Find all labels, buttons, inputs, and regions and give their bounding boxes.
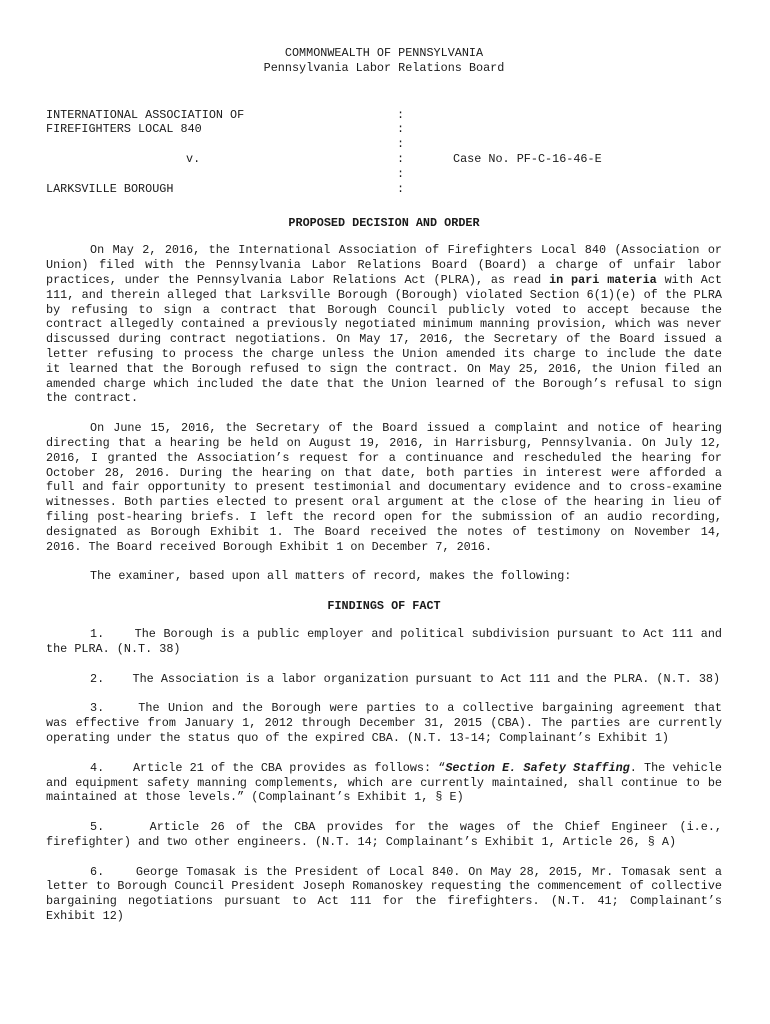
case-caption (46, 108, 722, 204)
document-title: PROPOSED DECISION AND ORDER (288, 215, 480, 230)
finding-4: 4. Article 21 of the CBA provides as follows: “Section E. Safety Staffing. The vehicle and equipment safety manning complements, which are currently maintained, shall continue to be maintained at those levels.” (Complainant’s Exhibit 1, § E) (46, 760, 722, 805)
header-commonwealth: COMMONWEALTH OF PENNSYLVANIA (284, 46, 484, 60)
finding-6: 6. George Tomasak is the President of Local 840. On May 28, 2015, Mr. Tomasak sent a letter to Borough Council President Joseph Romanoskey requesting the commencement of collective bargaining negotiations pursuant to Act 111 for the firefighters. (N.T. 41; Complainant’s Exhibit 12) (46, 864, 722, 924)
complainant-line-2: FIREFIGHTERS LOCAL 840 (46, 122, 202, 137)
finding-5: 5. Article 26 of the CBA provides for the wages of the Chief Engineer (i.e., firefighter) and two other engineers. (N.T. 14; Complainant’s Exhibit 1, Article 26, § A) (46, 820, 722, 849)
paragraph-procedural-2: On June 15, 2016, the Secretary of the Board issued a complaint and notice of hearing directing that a hearing be held on August 19, 2016, in Harrisburg, Pennsylvania. On July 12, 2016, I granted the Association’s request for a continuance and rescheduled the hearing for October 28, 2016. During the hearing on that date, both parties in interest were afforded a full and fair opportunity to present testimonial and documentary evidence and to cross-examine witnesses. Both parties elected to present oral argument at the close of the hearing in lieu of filing post-hearing briefs. I left the record open for the submission of an audio recording, designated as Borough Exhibit 1. The Board received the notes of testimony on November 14, 2016. The Board received Borough Exhibit 1 on December 7, 2016. (46, 421, 722, 554)
complainant-line-1: INTERNATIONAL ASSOCIATION OF (46, 107, 245, 122)
section-e-title: Section E. Safety Staffing (445, 760, 630, 775)
versus: v. (186, 151, 201, 166)
agency-header (46, 46, 722, 76)
finding-2: 2. The Association is a labor organization pursuant to Act 111 and the PLRA. (N.T. 38) (90, 671, 721, 686)
findings-heading: FINDINGS OF FACT (327, 599, 441, 614)
header-board: Pennsylvania Labor Relations Board (263, 60, 505, 75)
case-number: Case No. PF-C-16-46-E (453, 151, 602, 166)
caption-parties (46, 108, 386, 197)
finding-1: 1. The Borough is a public employer and political subdivision pursuant to Act 111 and the PLRA. (N.T. 38) (46, 626, 722, 656)
finding-3: 3. The Union and the Borough were parties to a collective bargaining agreement that was effective from January 1, 2012 through December 31, 2015 (CBA). The parties are currently operating under the status quo of the expired CBA. (N.T. 13-14; Complainant’s Exhibit 1) (46, 701, 722, 745)
document-page (46, 46, 722, 939)
caption-colons: : : : : : : (397, 107, 405, 196)
latin-term: in pari materia (549, 272, 657, 287)
respondent: LARKSVILLE BOROUGH (46, 181, 174, 196)
paragraph-transition: The examiner, based upon all matters of record, makes the following: (90, 569, 572, 584)
paragraph-procedural-1: On May 2, 2016, the International Association of Firefighters Local 840 (Association or Union) filed with the Pennsylvania Labor Relations Board (Board) a charge of unfair labor practices, under the Pennsylvania Labor Relations Act (PLRA), as read in pari materia with Act 111, and therein alleged that Larksville Borough (Borough) violated Section 6(1)(e) of the PLRA by refusing to sign a contract that Borough Council publicly voted to accept because the contract allegedly contained a previously negotiated minimum manning provision, which was never discussed during contract negotiations. On May 17, 2016, the Secretary of the Board issued a letter refusing to process the charge unless the Union amended its charge to include the date it learned that the Borough refused to sign the contract. On May 25, 2016, the Union filed an amended charge which included the date that the Union learned of the Borough’s refusal to sign the contract. (46, 243, 722, 406)
